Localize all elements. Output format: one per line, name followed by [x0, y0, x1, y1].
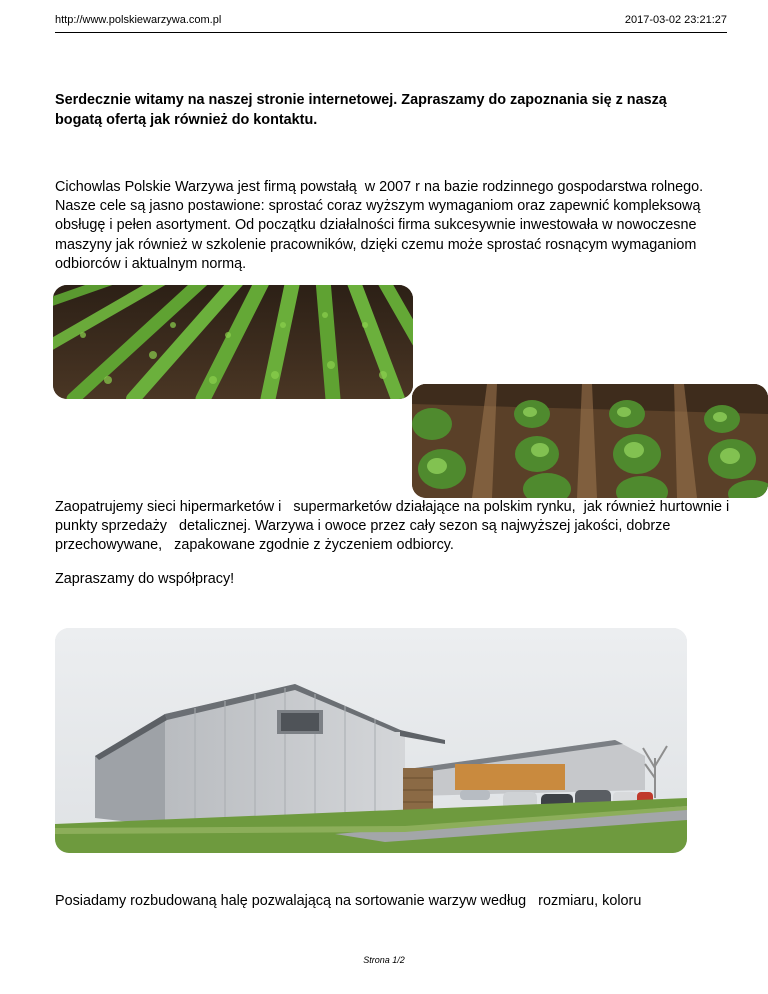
- company-paragraph: Cichowlas Polskie Warzywa jest firmą powstałą w 2007 r na bazie rodzinnego gospodarstwa rolnego. Nasze cele są jasno postawione: sprostać coraz wyższym wymaganiom oraz zapewnić kompleksową obsługę i pełen asortyment. Od początku działalności firma sukcesywnie inwestowała w nowoczesne maszyny jak również w szkolenie pracowników, dzięki czemu może sprostać rosnącym wymaganiom odbiorców i aktualnym normą.: [55, 179, 708, 272]
- header-divider: [55, 32, 727, 33]
- header-datetime: 2017-03-02 23:21:27: [624, 14, 727, 26]
- header-url: http://www.polskiewarzywa.com.pl: [55, 14, 222, 26]
- page-number: Strona 1/2: [363, 955, 405, 965]
- sorting-hall-paragraph: Posiadamy rozbudowaną halę pozwalającą na sortowanie warzyw według rozmiaru, koloru: [55, 893, 642, 909]
- intro-heading: Serdecznie witamy na naszej stronie internetowej. Zapraszamy do zapoznania się z naszą bogatą ofertą jak również do kontaktu.: [55, 92, 667, 128]
- clients-paragraph: Zaopatrujemy sieci hipermarketów i supermarketów działające na polskim rynku, jak również hurtownie i punkty sprzedaży detalicznej. Warzywa i owoce przez cały sezon są najwyższej jakości, dobrze przechowywane, zapakowane zgodnie z życzeniem odbiorcy.: [55, 499, 734, 554]
- vegetable-field-photo: [53, 285, 413, 399]
- lettuce-rows-photo: [412, 384, 768, 498]
- warehouse-hall-photo: [55, 628, 687, 853]
- cooperation-invite: Zapraszamy do współpracy!: [55, 571, 235, 587]
